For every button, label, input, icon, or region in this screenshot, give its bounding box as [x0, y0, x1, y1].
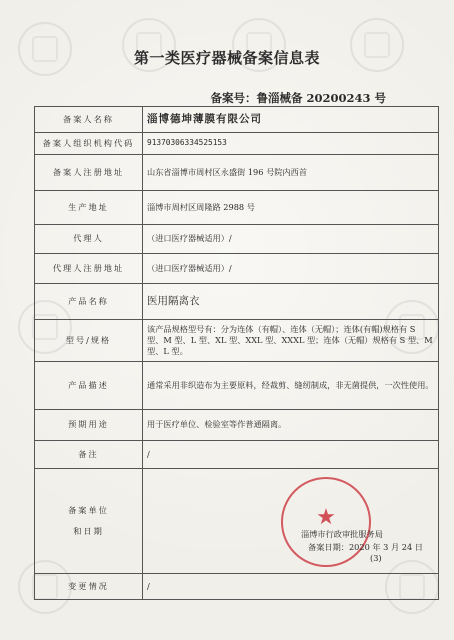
official-seal [281, 477, 371, 567]
table-row [35, 225, 439, 254]
field-label: 备案人组织机构代码 [35, 133, 143, 155]
field-label: 产品描述 [35, 362, 143, 410]
change-history: / [143, 574, 439, 600]
field-label: 产品名称 [35, 284, 143, 320]
filing-authority: 淄博市行政审批服务局 [301, 529, 383, 539]
org-code: 91370306334525153 [143, 133, 439, 155]
table-row [35, 254, 439, 284]
field-label [35, 469, 143, 574]
filing-unit-cell [143, 469, 439, 574]
remarks: / [143, 441, 439, 469]
model-spec: 该产品规格型号有：分为连体（有帽）、连体（无帽）；连体(有帽)规格有 S 型、M 型、L 型、XL 型、XXL 型、XXXL 型；连体（无帽）规格有 S 型、M 型、L 型。 [143, 320, 439, 362]
field-label: 代理人 [35, 225, 143, 254]
field-label: 变更情况 [35, 574, 143, 600]
table-row [35, 107, 439, 133]
agent: （进口医疗器械适用）/ [143, 225, 439, 254]
agent-address: （进口医疗器械适用）/ [143, 254, 439, 284]
table-row [35, 362, 439, 410]
table-row [35, 469, 439, 574]
intended-use: 用于医疗单位、检验室等作普通隔离。 [143, 410, 439, 441]
seal-star-icon: ★ [316, 505, 336, 530]
field-label: 型号/规格 [35, 320, 143, 362]
product-description: 通常采用非织造布为主要原料，经裁剪、缝纫制成，非无菌提供，一次性使用。 [143, 362, 439, 410]
field-label: 生产地址 [35, 191, 143, 225]
page-title: 第一类医疗器械备案信息表 [133, 49, 320, 67]
table-row [35, 133, 439, 155]
table-row [35, 284, 439, 320]
applicant-name: 淄博德坤薄膜有限公司 [143, 107, 439, 133]
table-row [35, 574, 439, 600]
field-label-line: 备案单位 [68, 504, 109, 515]
field-label-line: 和日期 [73, 526, 104, 536]
table-row [35, 441, 439, 469]
field-label: 备注 [35, 441, 143, 469]
field-label: 备案人注册地址 [35, 155, 143, 191]
production-address: 淄博市周村区周隆路 2988 号 [143, 191, 439, 225]
field-label: 备案人名称 [35, 107, 143, 133]
registered-address: 山东省淄博市周村区永盛街 196 号院内西首 [143, 155, 439, 191]
field-label: 代理人注册地址 [35, 254, 143, 284]
stamp-area [143, 469, 438, 573]
info-table [34, 106, 439, 600]
table-row [35, 155, 439, 191]
filing-index: (3) [370, 553, 382, 563]
table-row [35, 410, 439, 441]
table-row [35, 191, 439, 225]
record-number: 备案号：鲁淄械备 20200243 号 [210, 91, 386, 105]
product-name: 医用隔离衣 [143, 284, 439, 320]
table-row [35, 320, 439, 362]
field-label: 预期用途 [35, 410, 143, 441]
filing-date: 备案日期：2020 年 3 月 24 日 [308, 542, 423, 552]
